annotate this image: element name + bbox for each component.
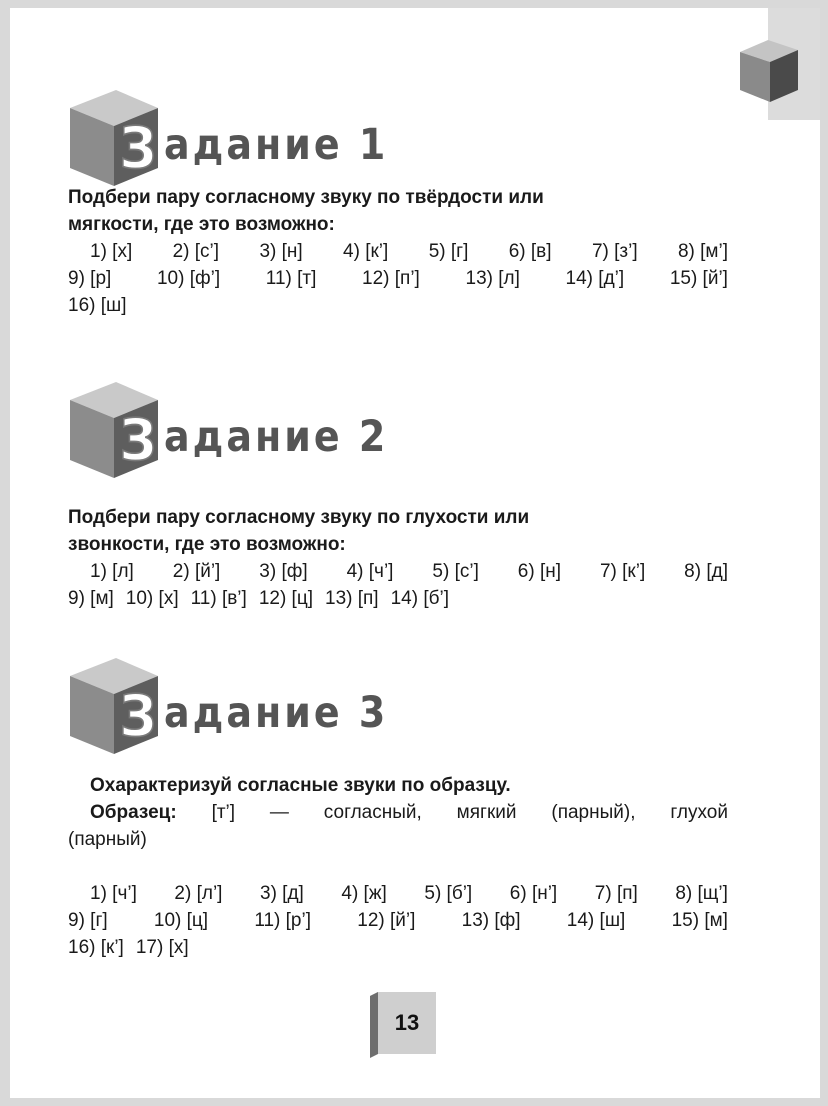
sound-list-line: 9) [р] 10) [ф’] 11) [т] 12) [п’] 13) [л] 14) [д’] 15) [й’] [68, 268, 728, 289]
cube-letter-icon [66, 86, 162, 188]
sound-list-line: 1) [л] 2) [й’] 3) [ф] 4) [ч’] 5) [с’] 6) [н] 7) [к’] 8) [д] [90, 561, 728, 582]
cube-letter-icon [66, 654, 162, 756]
sample-continuation: (парный) [68, 829, 147, 850]
svg-text:З: З [119, 682, 157, 750]
task-title: адание 3 [164, 688, 389, 738]
svg-text:З: З [119, 406, 157, 474]
sound-list-line: 1) [х] 2) [с’] 3) [н] 4) [к’] 5) [г] 6) [в] 7) [з’] 8) [м’] [90, 241, 728, 262]
sound-list-line: 1) [ч’] 2) [л’] 3) [д] 4) [ж] 5) [б’] 6) [н’] 7) [п] 8) [щ’] [90, 883, 728, 904]
task-instruction: Подбери пару согласному звуку по глухости или звонкости, где это возможно: [68, 507, 530, 555]
sound-list-line: 16) [ш] [68, 295, 127, 316]
svg-text:З: З [119, 114, 157, 182]
task-3-heading [66, 654, 396, 764]
task-2-heading [66, 378, 396, 488]
task-title: адание 2 [164, 412, 389, 462]
task-title: адание 1 [164, 120, 389, 170]
task-2-body [68, 504, 728, 612]
task-3-body [68, 772, 728, 961]
sound-list-line: 16) [к’] 17) [х] [68, 937, 189, 958]
corner-cube-icon [738, 38, 800, 104]
task-1-heading [66, 86, 396, 196]
page-number: 13 [394, 1010, 420, 1035]
workbook-page [10, 8, 820, 1098]
page-number-badge [370, 992, 436, 1058]
cube-letter-icon [66, 378, 162, 480]
sound-list-line: 9) [м] 10) [х] 11) [в’] 12) [ц] 13) [п] 14) [б’] [68, 588, 449, 609]
sound-list-line: 9) [г] 10) [ц] 11) [р’] 12) [й’] 13) [ф] 14) [ш] 15) [м] [68, 910, 728, 931]
sample-label: Образец: [90, 802, 177, 823]
task-instruction: Подбери пару согласному звуку по твёрдости или мягкости, где это возможно: [68, 187, 544, 235]
sample-line: Образец: [т’] — согласный, мягкий (парный), глухой [68, 799, 728, 826]
task-instruction: Охарактеризуй согласные звуки по образцу. [90, 775, 511, 796]
task-1-body [68, 184, 728, 319]
